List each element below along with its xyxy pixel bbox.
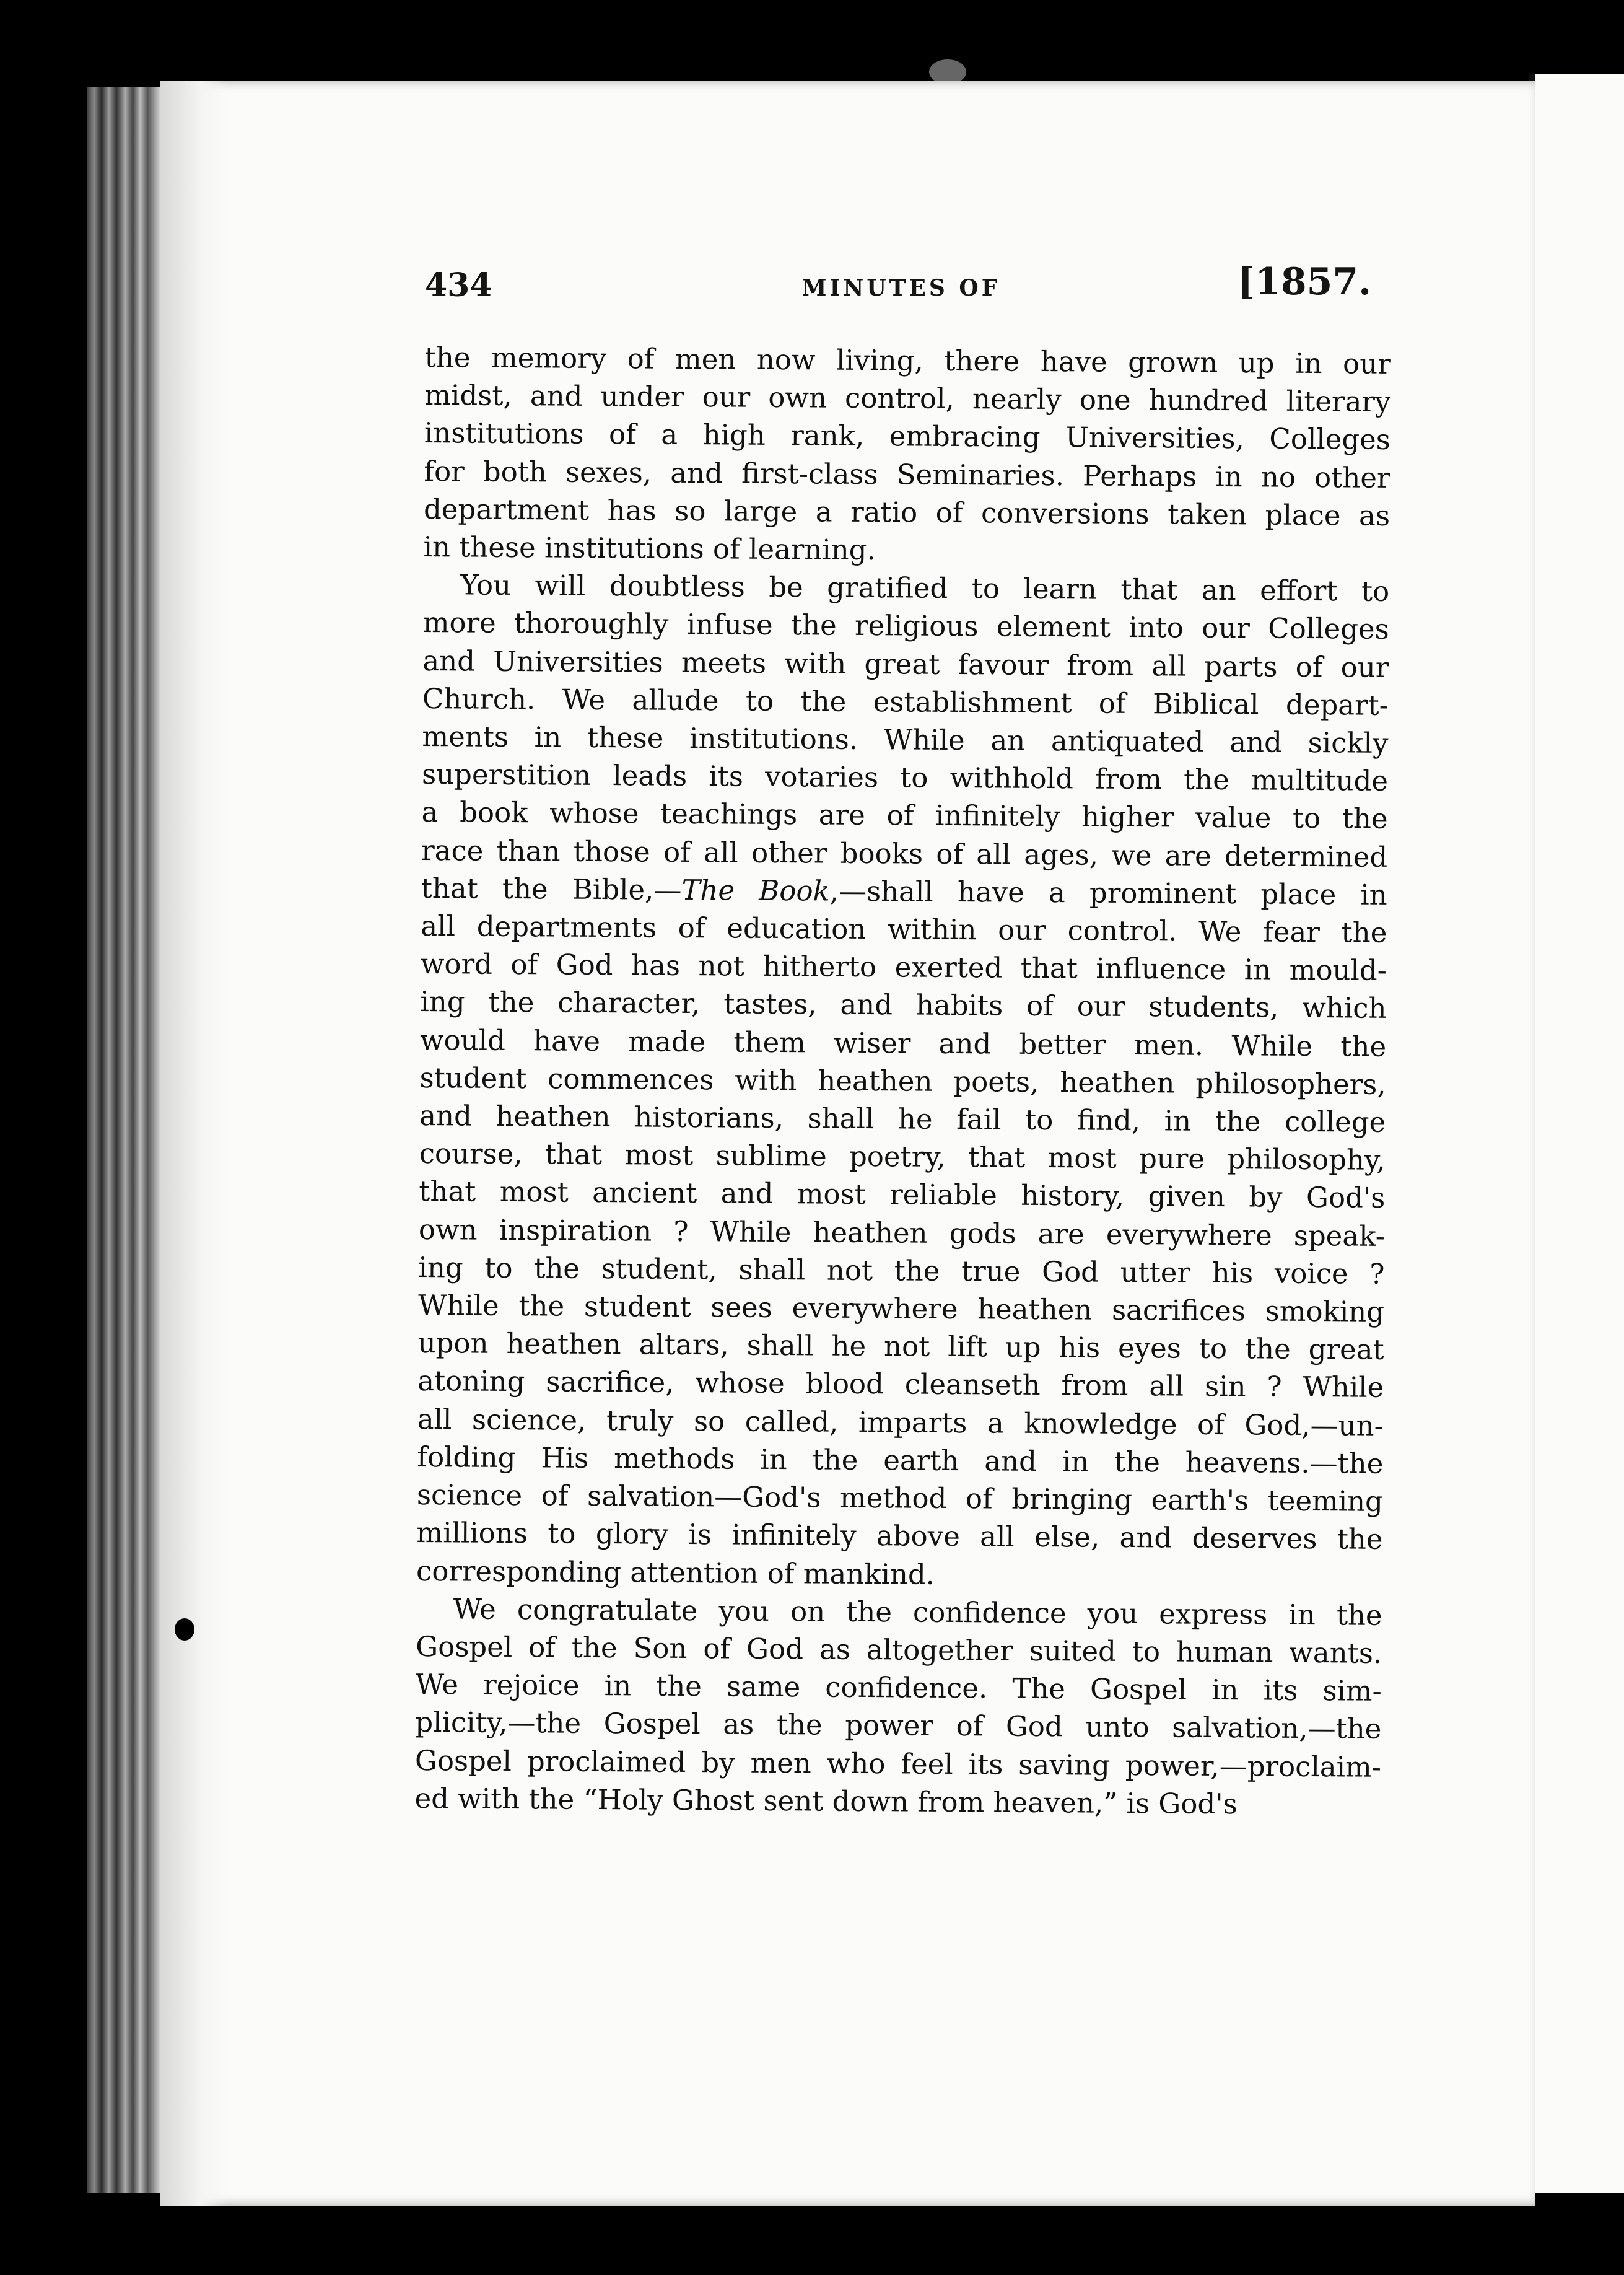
text-line: student commences with heathen poets, heathen philosophers, bbox=[419, 1061, 1386, 1101]
text-line: Church. We allude to the establishment of Biblical depart- bbox=[422, 682, 1389, 722]
text-line: department has so large a ratio of conversions taken place as bbox=[423, 492, 1390, 532]
text-line: ing to the student, shall not the true God utter his voice ? bbox=[418, 1250, 1385, 1291]
page-gutter-shadow bbox=[160, 81, 228, 2206]
text-line: science of salvation—God's method of bringing earth's teeming bbox=[416, 1478, 1384, 1518]
text-line: course, that most sublime poetry, that most pure philosophy, bbox=[419, 1137, 1386, 1177]
text-line: ing the character, tastes, and habits of our students, which bbox=[420, 985, 1387, 1025]
page-number: 434 bbox=[425, 266, 492, 304]
body-text bbox=[414, 338, 1391, 1824]
text-line: all science, truly so called, imparts a knowledge of God,—un- bbox=[417, 1402, 1384, 1442]
text-line: the memory of men now living, there have grown up in our bbox=[424, 340, 1391, 380]
text-line: in these institutions of learning. bbox=[423, 530, 876, 567]
text-line: and heathen historians, shall he fail to find, in the college bbox=[419, 1099, 1386, 1139]
text-line: upon heathen altars, shall he not lift up his eyes to the great bbox=[417, 1326, 1384, 1367]
book-page-edges bbox=[87, 87, 161, 2193]
text-line: ments in these institutions. While an antiquated and sickly bbox=[422, 720, 1389, 760]
text-line: millions to glory is infinitely above all else, and deserves the bbox=[416, 1516, 1383, 1556]
text-line: We congratulate you on the confidence you express in the bbox=[453, 1592, 1382, 1632]
text-line: that most ancient and most reliable history, given by God's bbox=[419, 1175, 1386, 1215]
text-line: word of God has not hitherto exerted that influence in mould- bbox=[420, 947, 1387, 988]
text-line: You will doubtless be gratified to learn that an effort to bbox=[460, 568, 1390, 608]
text-line: folding His methods in the earth and in the heavens.—the bbox=[417, 1440, 1384, 1480]
text-line: corresponding attention of mankind. bbox=[416, 1554, 935, 1591]
year-marker: [1857. bbox=[1237, 260, 1371, 304]
paragraph bbox=[416, 566, 1389, 1596]
text-line: that the Bible,—The Book,—shall have a prominent place in bbox=[421, 871, 1387, 911]
text-line: a book whose teachings are of infinitely higher value to the bbox=[421, 796, 1388, 836]
facing-page-edge bbox=[1529, 74, 1624, 2193]
text-line: would have made them wiser and better men. While the bbox=[419, 1023, 1387, 1063]
italic-title: The Book bbox=[681, 873, 830, 908]
page-header bbox=[425, 260, 1377, 316]
text-line: plicity,—the Gospel as the power of God unto salvation,—the bbox=[415, 1706, 1382, 1746]
text-line: We rejoice in the same confidence. The Gospel in its sim- bbox=[415, 1668, 1382, 1707]
text-line: for both sexes, and first-class Seminaries. Perhaps in no other bbox=[424, 454, 1390, 494]
text-line: and Universities meets with great favour from all parts of our bbox=[422, 644, 1389, 684]
text-line: all departments of education within our control. We fear the bbox=[421, 910, 1387, 949]
text-line: own inspiration ? While heathen gods are everywhere speak- bbox=[418, 1212, 1386, 1253]
paragraph bbox=[414, 1590, 1382, 1824]
text-line: race than those of all other books of all ages, we are determined bbox=[421, 833, 1388, 874]
text-line: more thoroughly infuse the religious element into our Colleges bbox=[422, 606, 1389, 646]
text-line: Gospel proclaimed by men who feel its saving power,—proclaim- bbox=[414, 1743, 1382, 1784]
text-line: While the student sees everywhere heathen sacrifices smoking bbox=[417, 1289, 1385, 1328]
text-line: Gospel of the Son of God as altogether suited to human wants. bbox=[416, 1629, 1382, 1670]
text-line: midst, and under our own control, nearly one hundred literary bbox=[424, 379, 1391, 419]
text-line: ed with the “Holy Ghost sent down from heaven,” is God's bbox=[414, 1781, 1238, 1820]
paragraph bbox=[423, 338, 1391, 572]
text-line: superstition leads its votaries to withhold from the multitude bbox=[421, 758, 1389, 798]
text-line: atoning sacrifice, whose blood cleanseth from all sin ? While bbox=[417, 1364, 1384, 1405]
punch-hole-mark bbox=[175, 1618, 194, 1641]
text-line: institutions of a high rank, embracing Universities, Colleges bbox=[424, 416, 1391, 457]
running-head: MINUTES OF bbox=[801, 275, 1001, 301]
